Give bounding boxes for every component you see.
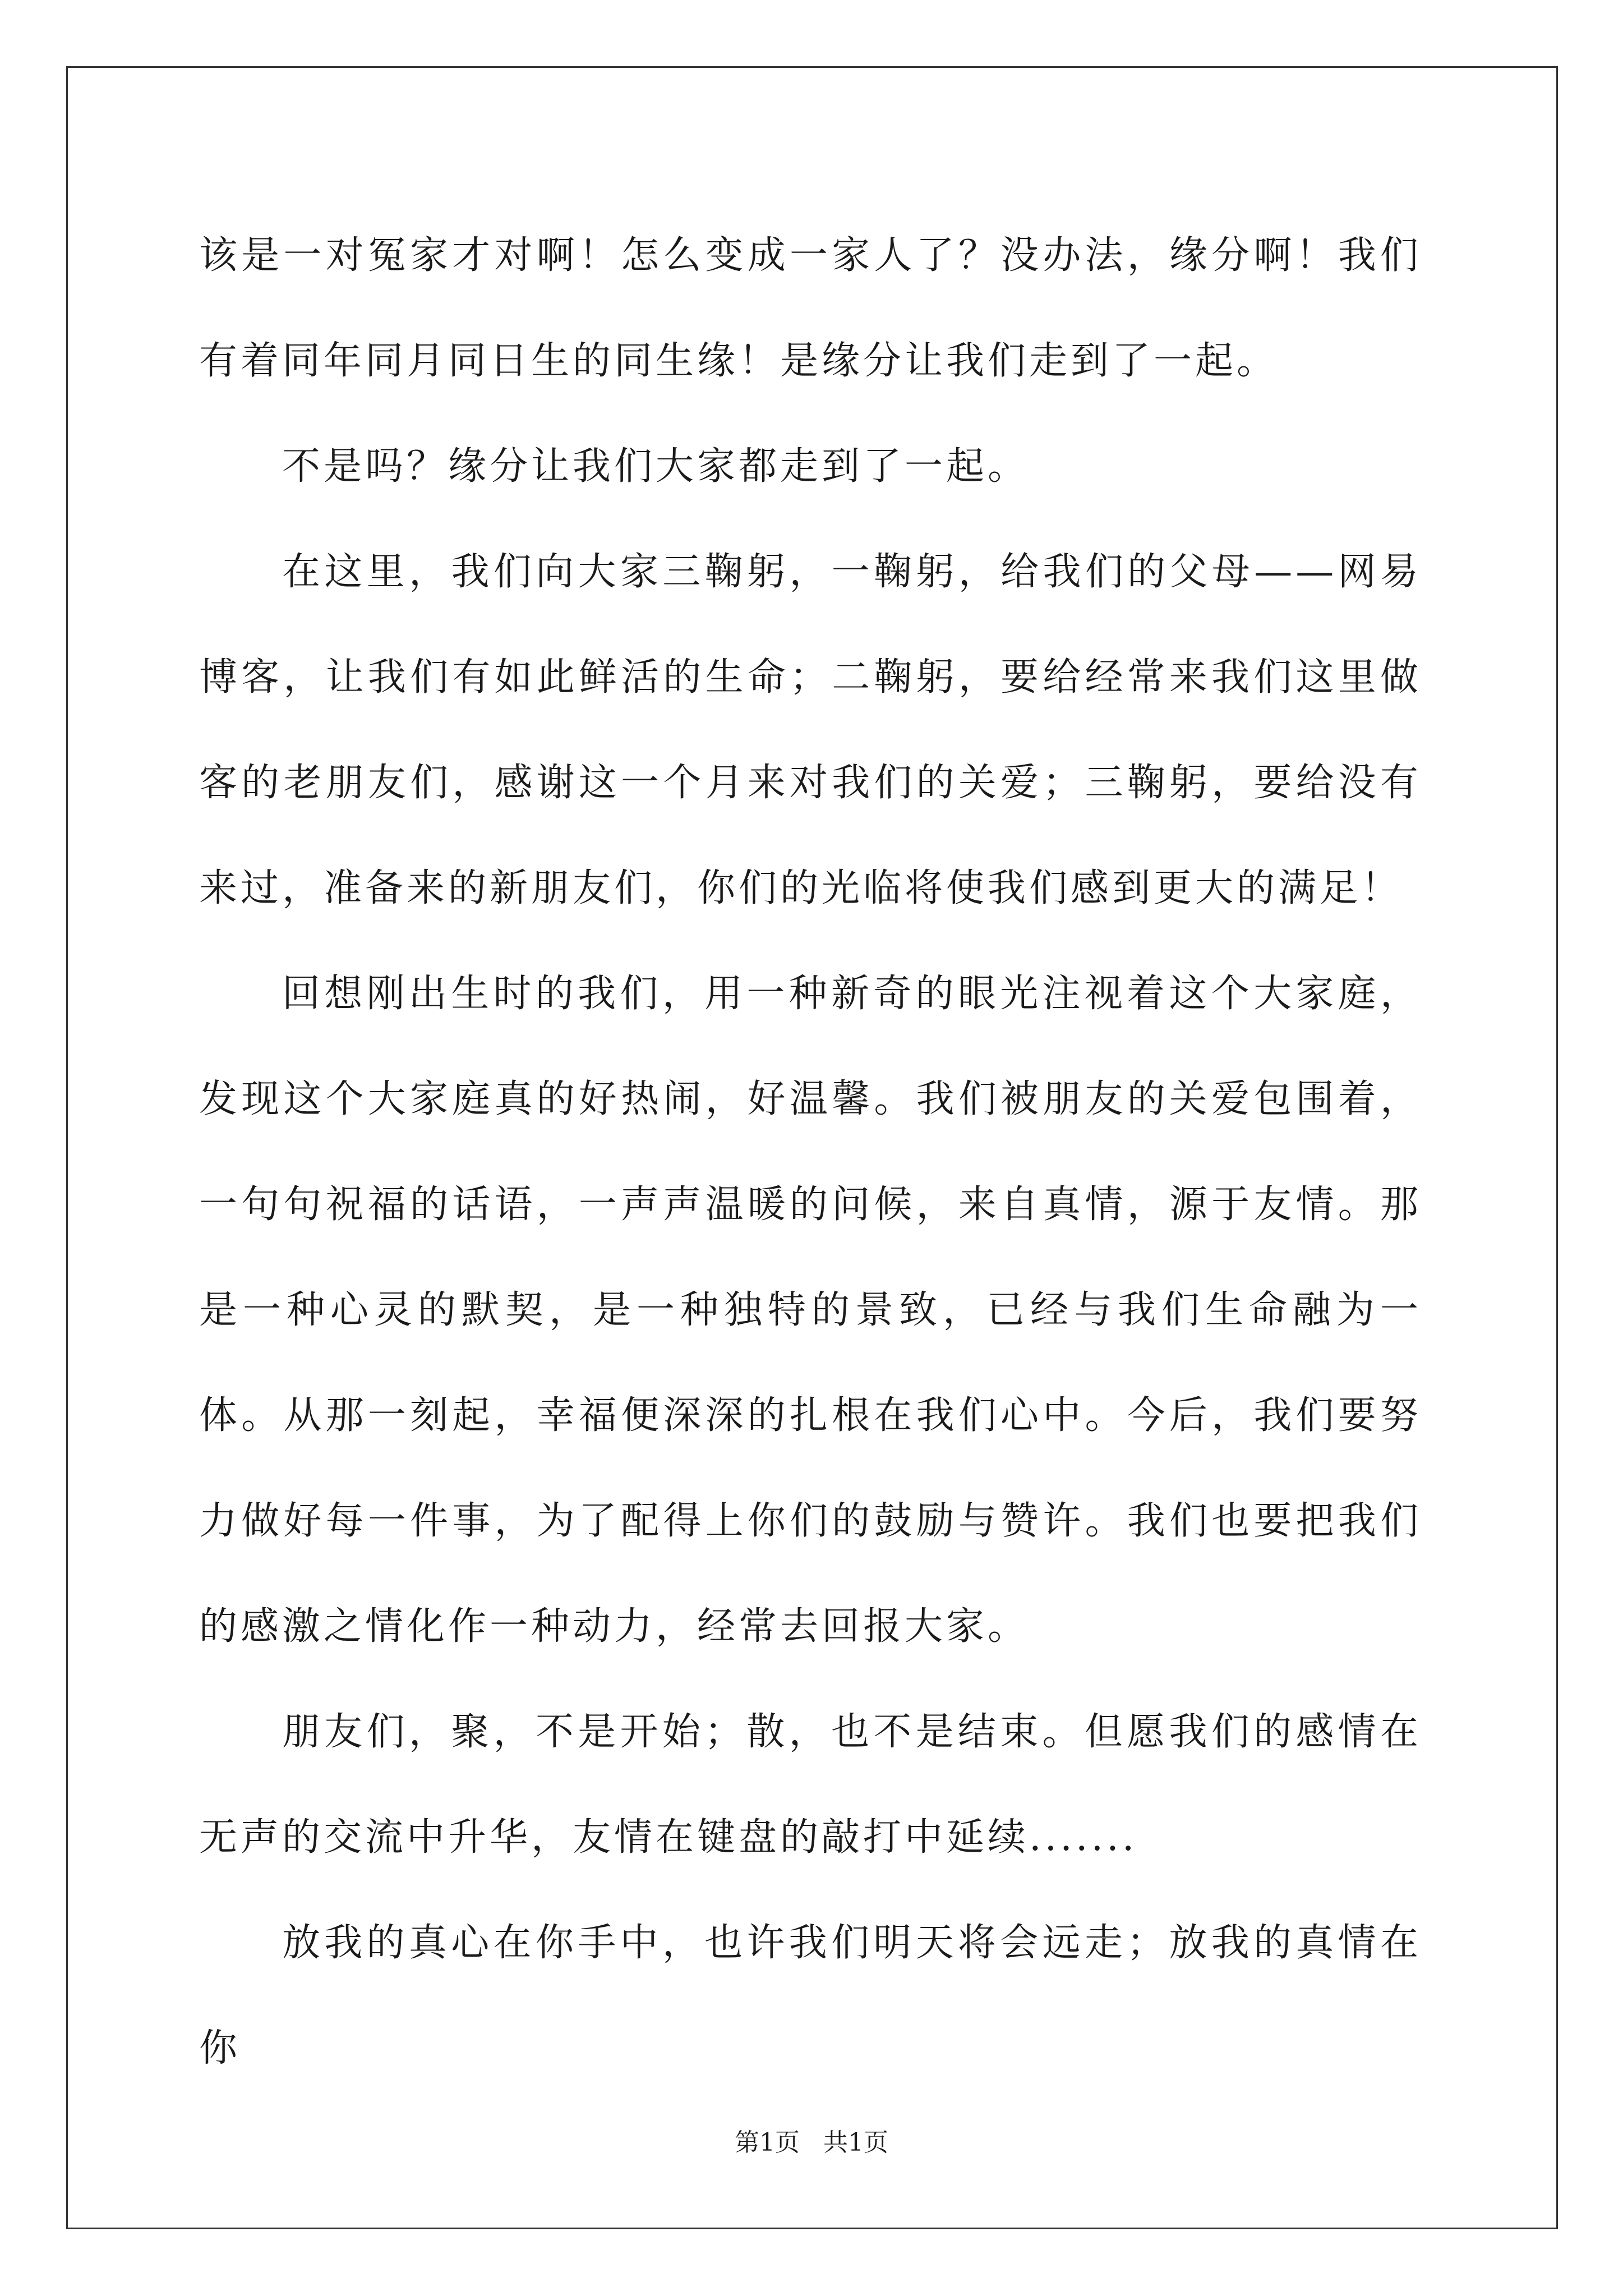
page-total: 共1页 xyxy=(823,2128,888,2157)
page-footer xyxy=(0,2126,1623,2160)
paragraph-3: 在这里，我们向大家三鞠躬，一鞠躬，给我们的父母——网易博客，让我们有如此鲜活的生命；二鞠躬，要给经常来我们这里做客的老朋友们，感谢这一个月来对我们的关爱；三鞠躬，要给没有来过，准备来的新朋友们，你们的光临将使我们感到更大的满足！ xyxy=(199,550,1422,910)
paragraph-2: 不是吗？缘分让我们大家都走到了一起。 xyxy=(282,444,1030,489)
paragraph-5: 朋友们，聚，不是开始；散，也不是结束。但愿我们的感情在无声的交流中升华，友情在键盘的敲打中延续....... xyxy=(199,1710,1422,1860)
paragraph-6: 放我的真心在你手中，也许我们明天将会远走；放我的真情在你 xyxy=(199,1921,1422,2070)
paragraph-1: 该是一对冤家才对啊！怎么变成一家人了？没办法，缘分啊！我们有着同年同月同日生的同生缘！是缘分让我们走到了一起。 xyxy=(199,233,1422,383)
footer-gap xyxy=(800,2128,823,2157)
page-number: 第1页 xyxy=(735,2128,800,2157)
paragraph-4: 回想刚出生时的我们，用一种新奇的眼光注视着这个大家庭，发现这个大家庭真的好热闹，好温馨。我们被朋友的关爱包围着，一句句祝福的话语，一声声温暖的问候，来自真情，源于友情。那是一种心灵的默契，是一种独特的景致，已经与我们生命融为一体。从那一刻起，幸福便深深的扎根在我们心中。今后，我们要努力做好每一件事，为了配得上你们的鼓励与赞许。我们也要把我们的感激之情化作一种动力，经常去回报大家。 xyxy=(199,972,1422,1649)
document-body xyxy=(199,203,1422,2101)
